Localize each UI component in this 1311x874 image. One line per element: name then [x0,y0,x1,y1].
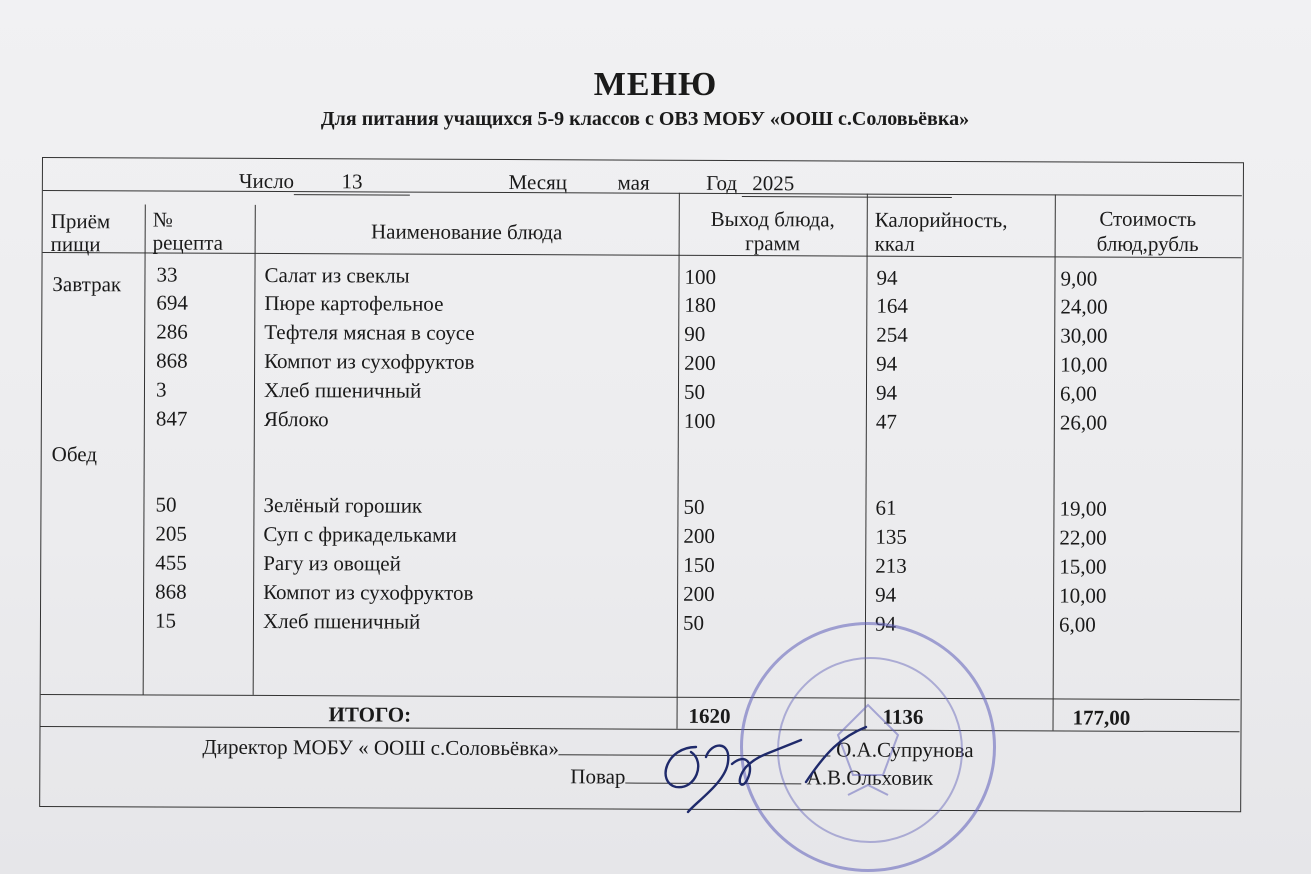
dish-name: Хлеб пшеничный [262,608,421,634]
dish-weight: 200 [684,350,716,375]
dish-calories: 94 [876,265,898,290]
dish-weight: 150 [683,552,715,577]
dish-weight: 200 [683,523,715,548]
dish-name: Тефтеля мясная в соусе [264,319,475,345]
dish-calories: 94 [875,380,898,405]
dish-cost: 9,00 [1060,266,1098,291]
dish-weight: 180 [684,292,716,317]
recipe-number: 50 [155,492,177,517]
dish-cost: 6,00 [1059,381,1097,406]
header-recipe: № рецепта [152,207,224,255]
total-label: ИТОГО: [328,702,412,727]
dish-calories: 94 [874,611,897,636]
dish-weight: 100 [683,408,716,433]
cook-name: А.В.Ольховик [806,765,934,790]
total-cost: 177,00 [1072,705,1131,730]
dish-calories: 94 [875,582,897,607]
dish-calories: 164 [876,293,908,318]
dish-calories: 61 [875,495,897,520]
signature-scribbles [636,712,916,822]
month-value: мая [617,170,650,195]
dish-calories: 94 [876,351,898,376]
recipe-number: 3 [155,377,167,402]
header-weight: Выход блюда, грамм [710,206,835,256]
dish-name: Зелёный горошик [263,492,423,518]
total-weight: 1620 [688,703,731,729]
dish-cost: 10,00 [1060,352,1108,377]
col-rule-5 [1053,194,1056,730]
recipe-number: 694 [156,290,188,315]
dish-name: Яблоко [263,406,329,432]
director-label: Директор МОБУ « ООШ с.Соловьёвка» [202,734,559,761]
day-value: 13 [294,169,410,196]
dish-name: Компот из сухофруктов [263,579,474,605]
dish-name: Компот из сухофруктов [264,348,475,374]
dish-name: Хлеб пшеничный [263,377,422,403]
dish-calories: 254 [876,322,908,347]
day-label: Число [238,168,295,194]
header-calories: Калорийность, ккал [874,207,1008,256]
recipe-number: 868 [155,579,187,604]
dish-weight: 100 [684,264,717,289]
rule-above-total [41,694,1240,700]
dish-cost: 6,00 [1058,612,1096,637]
director-name: О.А.Супрунова [836,737,974,763]
dish-weight: 50 [683,379,706,404]
cook-label: Повар [570,764,626,789]
header-meal: Приём пищи [50,209,111,257]
col-rule-2 [253,205,256,695]
recipe-number: 205 [155,521,187,546]
dish-cost: 24,00 [1060,294,1108,319]
dish-cost: 15,00 [1059,554,1107,579]
dish-name: Рагу из овощей [263,550,401,576]
dish-cost: 30,00 [1060,323,1108,348]
year-value: 2025 [742,171,952,198]
dish-calories: 47 [875,409,897,434]
dish-calories: 213 [875,553,907,578]
col-rule-1 [143,204,146,694]
dish-weight: 200 [683,581,715,606]
recipe-number: 868 [156,348,188,373]
dish-weight: 50 [683,494,705,519]
header-dish: Наименование блюда [370,219,563,245]
year-label: Год [706,170,738,196]
dish-cost: 10,00 [1059,583,1107,608]
dish-cost: 22,00 [1059,525,1107,550]
dish-calories: 135 [875,524,907,549]
recipe-number: 847 [155,406,188,431]
dish-name: Пюре картофельное [264,290,444,316]
dish-weight: 50 [682,610,705,635]
total-calories: 1136 [882,704,924,729]
meal-breakfast: Завтрак [52,272,122,297]
dish-cost: 26,00 [1059,410,1108,435]
dish-name: Салат из свеклы [264,262,410,288]
dish-cost: 19,00 [1059,496,1107,521]
document-title: МЕНЮ [593,66,718,103]
recipe-number: 33 [156,262,178,287]
month-label: Месяц [508,170,568,195]
recipe-number: 455 [155,550,187,575]
document-subtitle: Для питания учащихся 5-9 классов с ОВЗ МОБУ «ООШ с.Соловьёвка» [320,108,970,130]
dish-name: Суп с фрикадельками [263,521,457,547]
meal-lunch: Обед [51,442,98,467]
dish-weight: 90 [684,321,706,346]
recipe-number: 286 [156,319,188,344]
recipe-number: 15 [154,608,177,633]
header-cost: Стоимость блюд,рубль [1096,206,1199,257]
col-rule-3 [677,193,680,729]
